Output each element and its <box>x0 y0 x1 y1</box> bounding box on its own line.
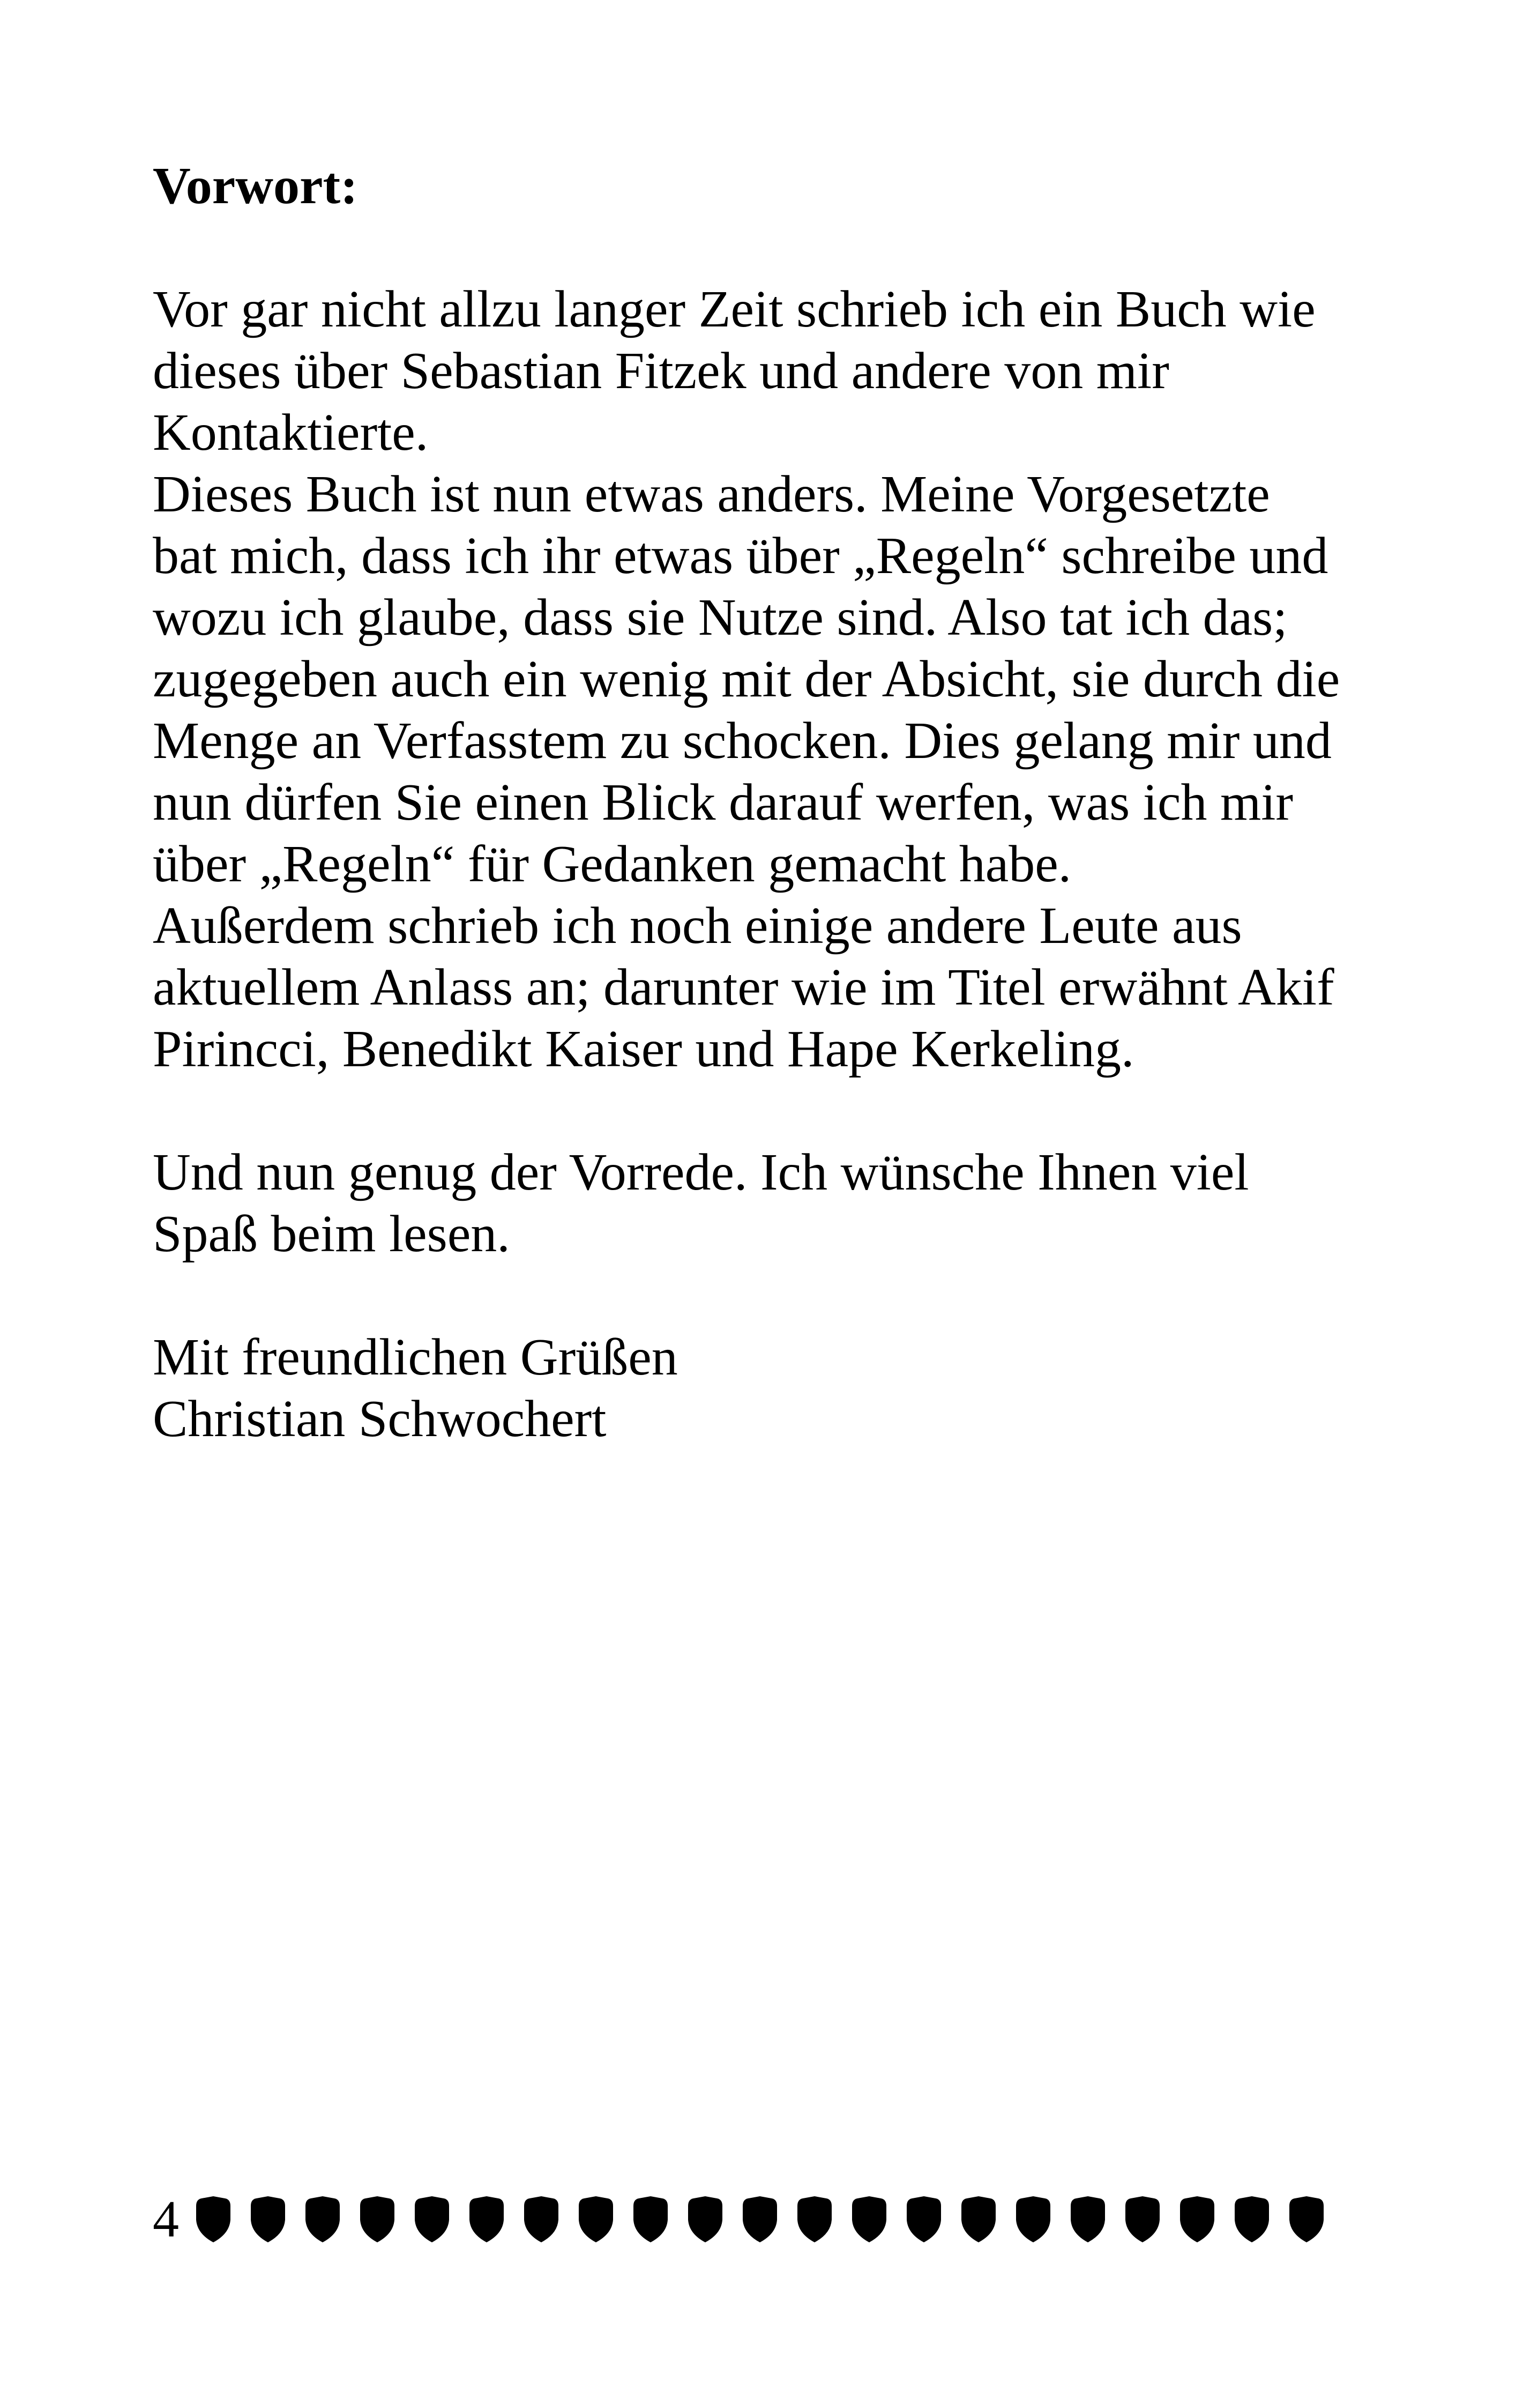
paragraph-1 <box>153 279 1385 1080</box>
shield-icon <box>959 2196 998 2242</box>
shield-icon <box>631 2196 670 2242</box>
text-line: dieses über Sebastian Fitzek und andere von mir <box>153 342 1169 400</box>
text-line: Außerdem schrieb ich noch einige andere Leute aus <box>153 897 1242 955</box>
text-line: bat mich, dass ich ihr etwas über „Regeln“ schreibe und <box>153 527 1328 585</box>
text-line: zugegeben auch ein wenig mit der Absicht, sie durch die <box>153 650 1340 708</box>
closing-greeting: Mit freundlichen Grüßen <box>153 1328 678 1386</box>
shield-icon <box>413 2196 451 2242</box>
shield-icon <box>1178 2196 1216 2242</box>
blank-line <box>153 217 1385 279</box>
shield-ornament-row <box>194 2196 1326 2242</box>
shield-icon <box>303 2196 342 2242</box>
closing-signature <box>153 1327 1385 1450</box>
author-name: Christian Schwochert <box>153 1390 607 1448</box>
shield-icon <box>1069 2196 1107 2242</box>
text-line: Spaß beim lesen. <box>153 1205 510 1263</box>
text-line: aktuellem Anlass an; darunter wie im Titel erwähnt Akif <box>153 958 1334 1016</box>
shield-icon <box>1287 2196 1326 2242</box>
blank-line <box>153 1265 1385 1327</box>
shield-icon <box>1014 2196 1052 2242</box>
shield-icon <box>795 2196 834 2242</box>
shield-icon <box>1233 2196 1271 2242</box>
shield-icon <box>850 2196 889 2242</box>
shield-icon <box>905 2196 943 2242</box>
page-number: 4 <box>153 2190 179 2248</box>
text-line: Kontaktierte. <box>153 404 429 462</box>
preface-text <box>153 155 1385 1450</box>
preface-heading: Vorwort: <box>153 157 358 215</box>
text-line: Und nun genug der Vorrede. Ich wünsche Ihnen viel <box>153 1143 1249 1201</box>
text-line: Dieses Buch ist nun etwas anders. Meine Vorgesetzte <box>153 465 1270 523</box>
text-line: Menge an Verfasstem zu schocken. Dies gelang mir und <box>153 712 1332 770</box>
page-footer <box>153 2187 1326 2251</box>
blank-line <box>153 1080 1385 1142</box>
shield-icon <box>358 2196 397 2242</box>
shield-icon <box>194 2196 233 2242</box>
shield-icon <box>249 2196 287 2242</box>
shield-icon <box>686 2196 725 2242</box>
shield-icon <box>741 2196 779 2242</box>
text-line: über „Regeln“ für Gedanken gemacht habe. <box>153 835 1072 893</box>
text-line: wozu ich glaube, dass sie Nutze sind. Also tat ich das; <box>153 589 1288 646</box>
text-line: nun dürfen Sie einen Blick darauf werfen, was ich mir <box>153 774 1294 831</box>
paragraph-2 <box>153 1142 1385 1265</box>
shield-icon <box>522 2196 561 2242</box>
text-line: Pirincci, Benedikt Kaiser und Hape Kerkeling. <box>153 1020 1134 1078</box>
text-line: Vor gar nicht allzu langer Zeit schrieb ich ein Buch wie <box>153 280 1316 338</box>
shield-icon <box>467 2196 506 2242</box>
shield-icon <box>577 2196 615 2242</box>
shield-icon <box>1123 2196 1162 2242</box>
